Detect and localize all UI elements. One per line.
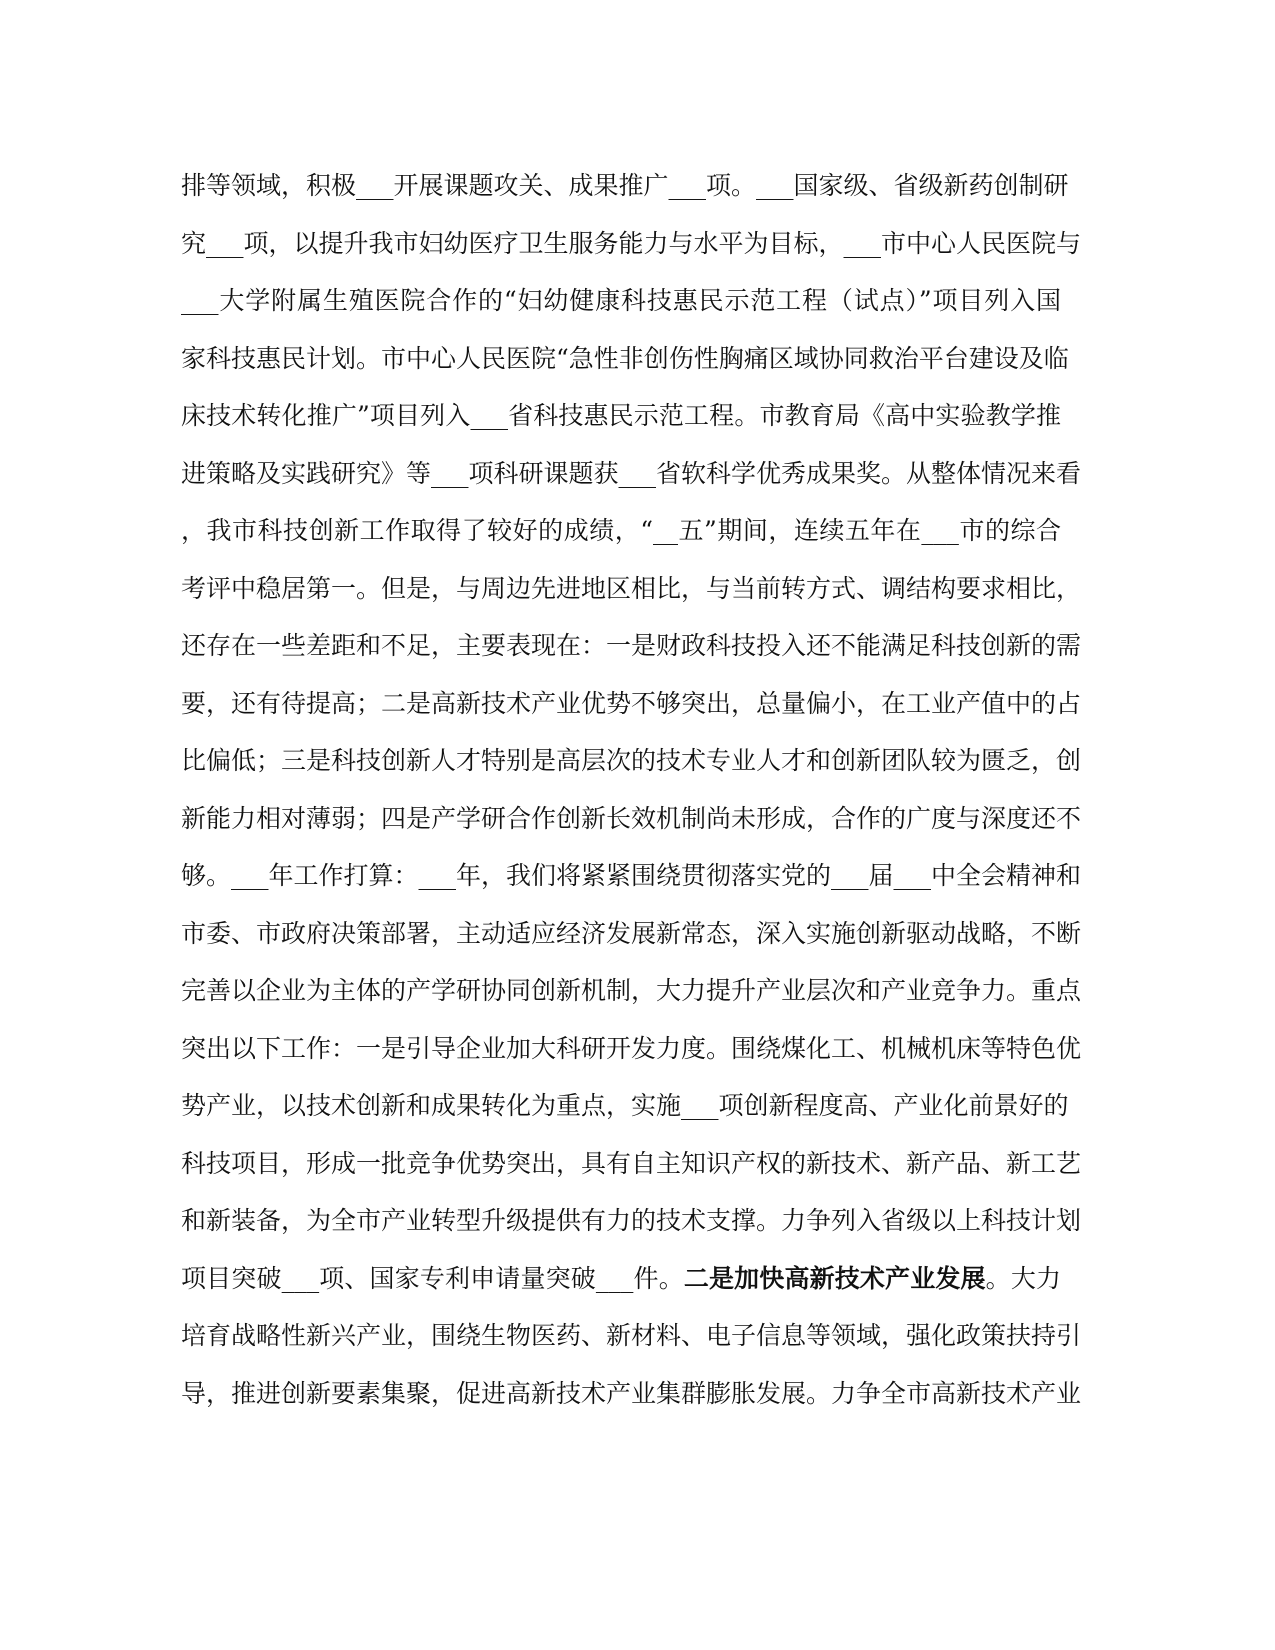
text-line: 科技项目，形成一批竞争优势突出，具有自主知识产权的新技术、新产品、新工艺 <box>181 1148 1082 1178</box>
text-line: 势产业，以技术创新和成果转化为重点，实施___项创新程度高、产业化前景好的 <box>181 1091 1069 1120</box>
text-line: 突出以下工作：一是引导企业加大科研开发力度。围绕煤化工、机械机床等特色优 <box>181 1033 1082 1063</box>
text-line: 够。___年工作打算：___年，我们将紧紧围绕贯彻落实党的___届___中全会精神和 <box>181 861 1082 890</box>
text-line: 市委、市政府决策部署，主动适应经济发展新常态，深入实施创新驱动战略，不断 <box>181 918 1082 948</box>
text-line: 家科技惠民计划。市中心人民医院“急性非创伤性胸痛区域协同救治平台建设及临 <box>181 343 1069 373</box>
text-line: 还存在一些差距和不足，主要表现在：一是财政科技投入还不能满足科技创新的需 <box>181 631 1082 660</box>
text-line: 进策略及实践研究》等___项科研课题获___省软科学优秀成果奖。从整体情况来看 <box>181 458 1082 488</box>
text-line: ，我市科技创新工作取得了较好的成绩，“__五”期间，连续五年在___市的综合 <box>181 516 1061 545</box>
inline-bold-heading: 二是加快高新技术产业发展 <box>683 1263 986 1293</box>
text-line: 床技术转化推广”项目列入___省科技惠民示范工程。市教育局《高中实验教学推 <box>181 401 1061 430</box>
text-line: 培育战略性新兴产业，围绕生物医药、新材料、电子信息等领域，强化政策扶持引 <box>181 1321 1082 1350</box>
text-segment: 项目突破___项、国家专利申请量突破___件。 <box>181 1263 684 1293</box>
text-line: ___大学附属生殖医院合作的“妇幼健康科技惠民示范工程（试点）”项目列入国 <box>181 286 1061 315</box>
text-line: 要，还有待提高；二是高新技术产业优势不够突出，总量偏小，在工业产值中的占 <box>181 688 1082 718</box>
text-segment: 。大力 <box>985 1263 1061 1293</box>
text-line-with-heading <box>181 1257 1061 1315</box>
text-line: 排等领域，积极___开展课题攻关、成果推广___项。___国家级、省级新药创制研 <box>181 171 1069 200</box>
body-text <box>181 164 1082 1429</box>
text-line: 比偏低；三是科技创新人才特别是高层次的技术专业人才和创新团队较为匮乏，创 <box>181 746 1082 775</box>
text-line: 究___项，以提升我市妇幼医疗卫生服务能力与水平为目标，___市中心人民医院与 <box>181 228 1082 258</box>
text-line: 新能力相对薄弱；四是产学研合作创新长效机制尚未形成，合作的广度与深度还不 <box>181 803 1082 833</box>
text-line: 和新装备，为全市产业转型升级提供有力的技术支撑。力争列入省级以上科技计划 <box>181 1206 1082 1235</box>
text-line: 导，推进创新要素集聚，促进高新技术产业集群膨胀发展。力争全市高新技术产业 <box>181 1378 1082 1408</box>
text-line: 完善以企业为主体的产学研协同创新机制，大力提升产业层次和产业竞争力。重点 <box>181 976 1082 1005</box>
text-line: 考评中稳居第一。但是，与周边先进地区相比，与当前转方式、调结构要求相比， <box>181 573 1082 603</box>
